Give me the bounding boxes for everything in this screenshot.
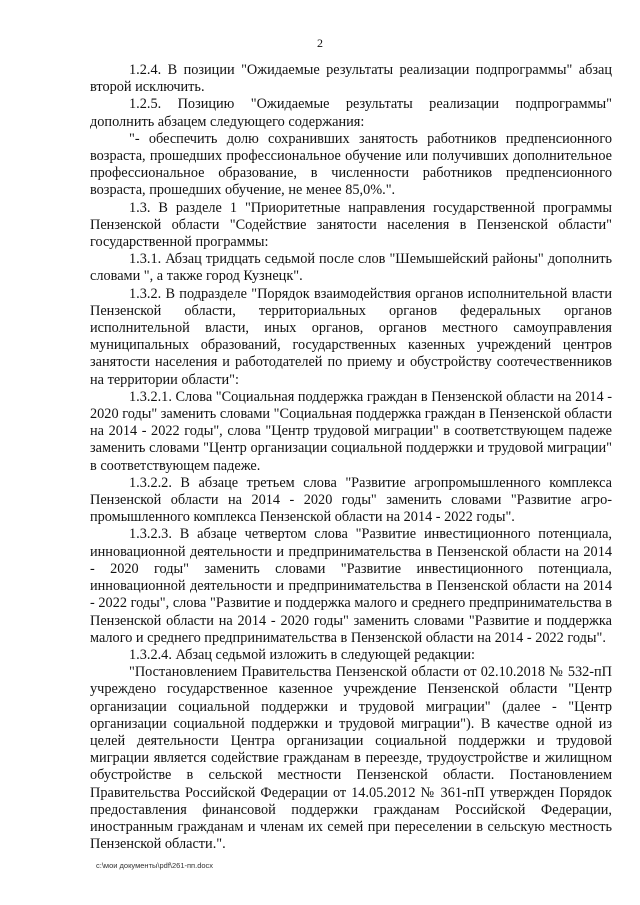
paragraph-1-3-1: 1.3.1. Абзац тридцать седьмой после слов "Шемышейский районы" дополнить словами ", а также город Кузнецк". — [90, 251, 612, 285]
paragraph-1-3-2-2: 1.3.2.2. В абзаце третьем слова "Развитие агропромышленного комплекса Пензенской области на 2014 - 2020 годы" заменить словами "Развитие агропромышленного комплекса Пензенской области на 2014 - 2022 годы". — [90, 474, 612, 526]
paragraph-quote-resolution: "Постановлением Правительства Пензенской области от 02.10.2018 № 532-пП учреждено государственное казенное учреждение Пензенской области "Центр организации социальной поддержки и трудовой миграции" (далее - "Центр организации социальной поддержки и трудовой миграции"). В качестве одной из целей деятельности Центра организации социальной поддержки и трудовой миграции является содействие гражданам в переезде, трудоустройстве и жилищном обустройстве в сельской местности Пензенской области. Постановлением Правительства Российской Федерации от 14.05.2012 № 361-пП утвержден Порядок предоставления финансовой поддержки гражданам Российской Федерации, иностранным гражданам и членам их семей при переселении в сельскую местность Пензенской области.". — [90, 664, 612, 853]
paragraph-1-2-5: 1.2.5. Позицию "Ожидаемые результаты реализации подпрограммы" дополнить абзацем следующего содержания: — [90, 96, 612, 130]
footer-file-path: c:\мои документы\pdf\261-пп.docx — [96, 861, 214, 870]
paragraph-1-3-2-3: 1.3.2.3. В абзаце четвертом слова "Развитие инвестиционного потенциала, инновационной деятельности и предпринимательства в Пензенской области на 2014 - 2020 годы" заменить словами "Развитие инвестиционного потенциала, инновационной деятельности и предпринимательства в Пензенской области на 2014 - 2022 годы", слова "Развитие и поддержка малого и среднего предпринимательства в Пензенской области на 2014 - 2020 годы" заменить словами "Развитие и поддержка малого и среднего предпринимательства в Пензенской области на 2014 - 2022 годы". — [90, 526, 612, 646]
paragraph-1-3-2: 1.3.2. В подразделе "Порядок взаимодействия органов исполнительной власти Пензенской области, территориальных органов федеральных органов исполнительной власти, иных органов, органов местного самоуправления муниципальных образований, государственных казенных учреждений центров занятости населения и работодателей по приему и обустройству соотечественников на территории области": — [90, 285, 612, 388]
document-body — [90, 62, 612, 853]
paragraph-quote-preretirement: "- обеспечить долю сохранивших занятость работников предпенсионного возраста, прошедших профессиональное обучение или получивших дополнительное профессиональное образование, в численности работников предпенсионного возраста, прошедших обучение, не менее 85,0%.". — [90, 130, 612, 199]
page-number: 2 — [317, 36, 323, 50]
paragraph-1-2-4: 1.2.4. В позиции "Ожидаемые результаты реализации подпрограммы" абзац второй исключить. — [90, 62, 612, 96]
paragraph-1-3-2-1: 1.3.2.1. Слова "Социальная поддержка граждан в Пензенской области на 2014 - 2020 годы" заменить словами "Социальная поддержка граждан в Пензенской области на 2014 - 2022 годы", слова "Центр трудовой миграции" в соответствующем падеже заменить словами "Центр организации социальной поддержки и трудовой миграции" в соответствующем падеже. — [90, 388, 612, 474]
paragraph-1-3-2-4: 1.3.2.4. Абзац седьмой изложить в следующей редакции: — [129, 646, 475, 663]
paragraph-1-3: 1.3. В разделе 1 "Приоритетные направления государственной программы Пензенской области "Содействие занятости населения в Пензенской области" государственной программы: — [90, 199, 612, 251]
